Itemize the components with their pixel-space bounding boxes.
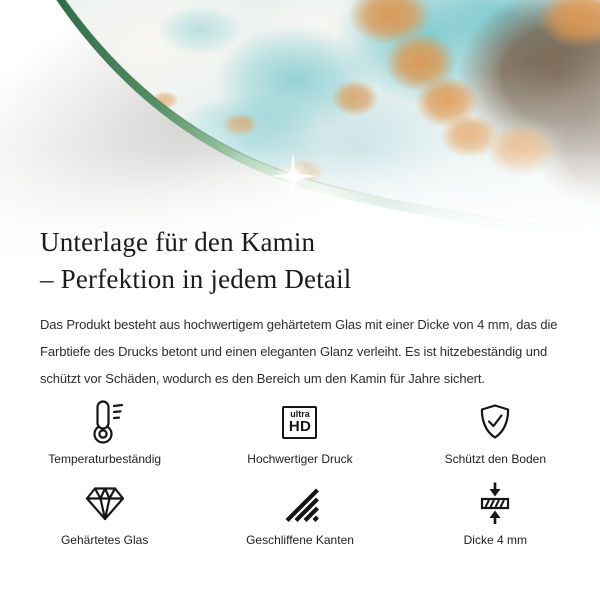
feature-label: Schützt den Boden <box>444 452 547 466</box>
page-title <box>40 224 564 298</box>
feature-label: Geschliffene Kanten <box>246 533 354 547</box>
feature-thickness <box>398 479 593 547</box>
feature-temperature-resistant <box>7 398 202 466</box>
thermometer-icon <box>86 398 124 446</box>
title-line-1: Unterlage für den Kamin <box>40 227 316 257</box>
feature-polished-edges <box>202 479 397 547</box>
feature-grid <box>7 398 593 547</box>
title-line-2: – Perfektion in jedem Detail <box>40 264 352 294</box>
feature-high-quality-print <box>202 398 397 466</box>
thickness-icon <box>475 479 515 527</box>
content-section <box>40 224 564 392</box>
feature-protects-floor <box>398 398 593 466</box>
feature-label: Gehärtetes Glas <box>60 533 149 547</box>
ultra-hd-icon-text-top: ultra <box>290 409 310 419</box>
product-description: Das Produkt besteht aus hochwertigem gehärtetem Glas mit einer Dicke von 4 mm, das die Farbtiefe des Drucks betont und einen eleganten Glanz verleiht. Es ist hitzebeständig und schützt vor Schäden, wodurch es den Bereich um den Kamin für Jahre sichert. <box>40 317 558 386</box>
diamond-icon <box>84 479 126 527</box>
feature-label: Hochwertiger Druck <box>247 452 353 466</box>
feature-tempered-glass <box>7 479 202 547</box>
feature-label: Temperaturbeständig <box>48 452 162 466</box>
ultra-hd-icon-text-bottom: HD <box>288 418 312 435</box>
ultra-hd-icon <box>282 398 317 446</box>
shield-check-icon <box>476 398 514 446</box>
polished-edges-icon <box>281 479 319 527</box>
feature-label: Dicke 4 mm <box>463 533 527 547</box>
